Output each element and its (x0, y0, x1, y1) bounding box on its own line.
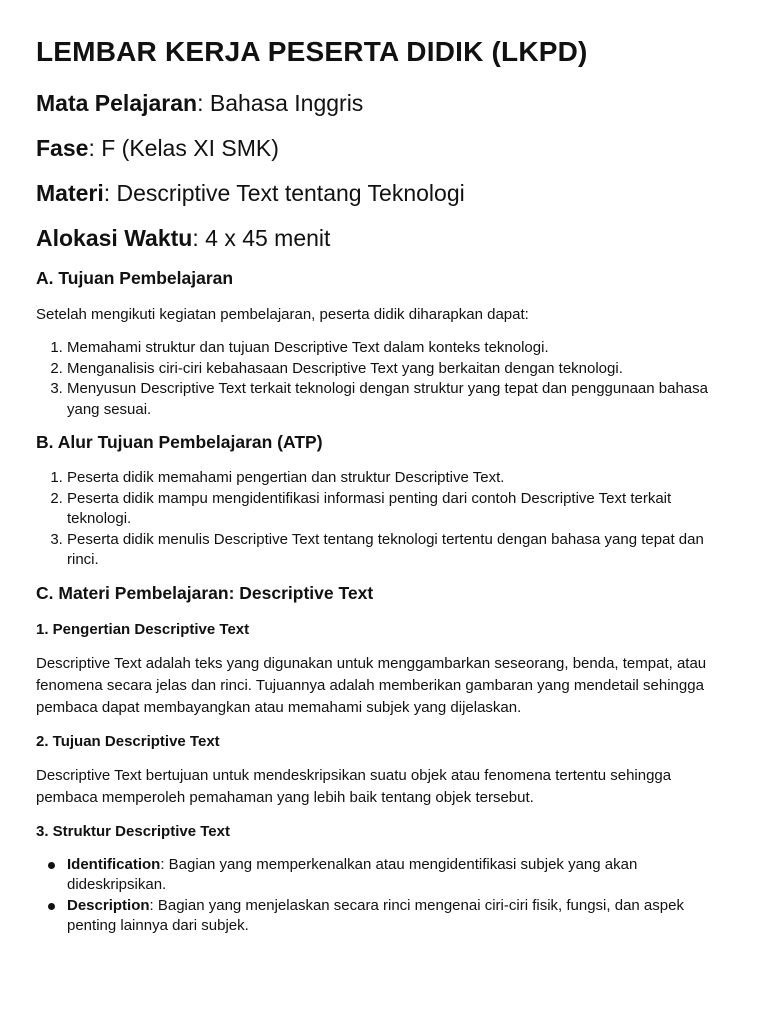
structure-list (36, 855, 732, 937)
list-item: 3. Peserta didik menulis Descriptive Text tentang teknologi tertentu dengan bahasa yang tepat dan rinci. (67, 530, 732, 571)
list-item: 3. Menyusun Descriptive Text terkait teknologi dengan struktur yang tepat dan penggunaan bahasa yang sesuai. (67, 379, 732, 420)
meta-key: Fase (36, 135, 89, 161)
subsection-3-heading: 3. Struktur Descriptive Text (36, 822, 230, 840)
meta-subject (36, 86, 732, 121)
section-a-intro: Setelah mengikuti kegiatan pembelajaran, peserta didik diharapkan dapat: (36, 306, 529, 323)
meta-time-allocation (36, 221, 732, 256)
meta-value: : F (Kelas XI SMK) (88, 135, 279, 161)
document-title: LEMBAR KERJA PESERTA DIDIK (LKPD) (36, 36, 588, 67)
meta-key: Alokasi Waktu (36, 225, 193, 251)
list-item: 2. Menganalisis ciri-ciri kebahasaan Descriptive Text yang berkaitan dengan teknologi. (67, 359, 732, 380)
structure-term: Identification (67, 855, 161, 873)
section-b-list (36, 468, 732, 571)
list-item: 1. Peserta didik memahami pengertian dan struktur Descriptive Text. (67, 468, 732, 489)
meta-value: : Descriptive Text tentang Teknologi (103, 180, 465, 206)
section-a-heading: A. Tujuan Pembelajaran (36, 268, 234, 288)
structure-item-description (67, 896, 732, 937)
section-a-list (36, 338, 732, 420)
meta-value: : 4 x 45 menit (192, 225, 331, 251)
bullet-icon (48, 862, 55, 869)
meta-value: : Bahasa Inggris (197, 90, 364, 116)
subsection-1-text: Descriptive Text adalah teks yang digunakan untuk menggambarkan seseorang, benda, tempat, atau fenomena secara jelas dan rinci. Tujuannya adalah memberikan gambaran yang mendetail sehingga pembaca dapat membayangkan atau memahami subjek yang dijelaskan. (36, 654, 707, 716)
structure-desc: : Bagian yang menjelaskan secara rinci mengenai ciri-ciri fisik, fungsi, dan aspek penting lainnya dari subjek. (67, 896, 684, 934)
structure-desc: : Bagian yang memperkenalkan atau mengidentifikasi subjek yang akan dideskripsikan. (67, 855, 638, 893)
subsection-1-heading: 1. Pengertian Descriptive Text (36, 620, 250, 638)
meta-key: Mata Pelajaran (36, 90, 198, 116)
meta-phase (36, 131, 732, 166)
list-item: 2. Peserta didik mampu mengidentifikasi informasi penting dari contoh Descriptive Text terkait teknologi. (67, 489, 732, 530)
bullet-icon (48, 903, 55, 910)
section-c-heading: C. Materi Pembelajaran: Descriptive Text (36, 582, 374, 603)
list-item: 1. Memahami struktur dan tujuan Descriptive Text dalam konteks teknologi. (67, 338, 732, 359)
subsection-2-text: Descriptive Text bertujuan untuk mendeskripsikan suatu objek atau fenomena tertentu sehingga pembaca memperoleh pemahaman yang lebih baik tentang objek tersebut. (36, 766, 672, 806)
section-b-heading: B. Alur Tujuan Pembelajaran (ATP) (36, 432, 323, 452)
subsection-2-heading: 2. Tujuan Descriptive Text (36, 732, 220, 750)
structure-term: Description (67, 896, 150, 914)
meta-material (36, 176, 732, 211)
structure-item-identification (67, 855, 732, 896)
meta-key: Materi (36, 180, 104, 206)
